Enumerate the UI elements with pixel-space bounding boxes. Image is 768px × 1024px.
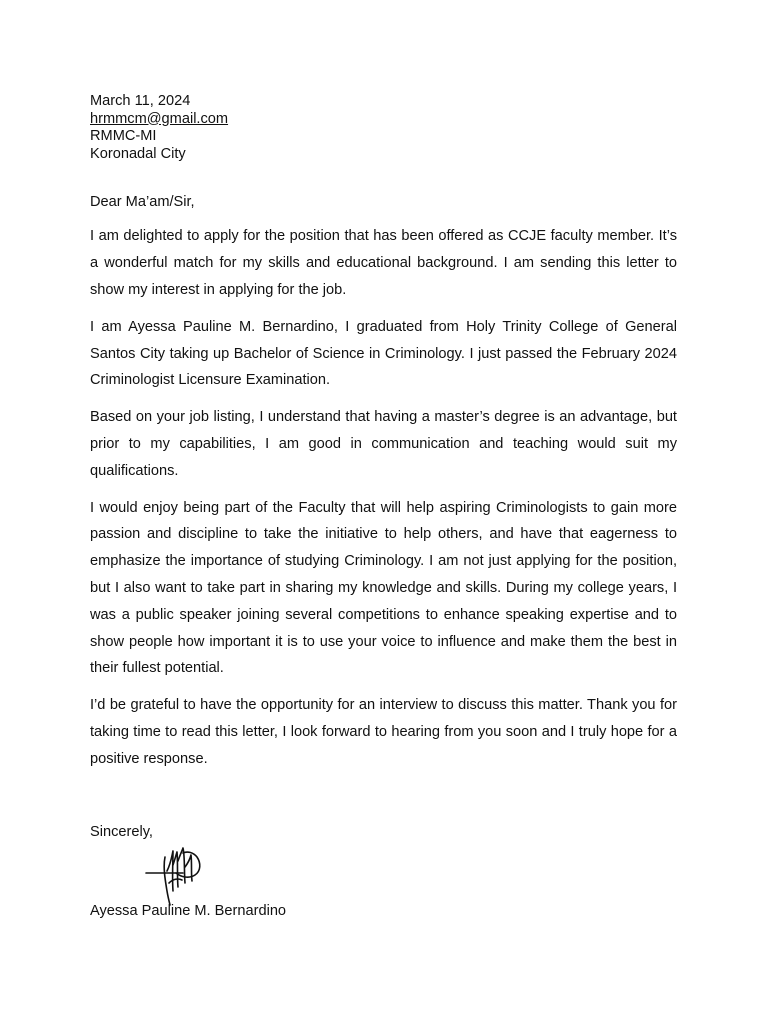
email-link[interactable]: hrmmcm@gmail.com	[90, 110, 229, 127]
letter-date: March 11, 2024	[90, 93, 191, 109]
paragraph-closing-remarks: I’d be grateful to have the opportunity for an interview to discuss this matter. Thank you for taking time to read this letter, I look forward to hearing from you soon and I truly hope for a positive response.	[90, 697, 677, 767]
sender-address-block	[90, 93, 677, 163]
paragraph-background: I am Ayessa Pauline M. Bernardino, I graduated from Holy Trinity College of General Santos City taking up Bachelor of Science in Criminology. I just passed the February 2024 Criminologist Licensure Examination.	[90, 318, 677, 389]
city-line: Koronadal City	[90, 145, 186, 162]
organization-line: RMMC-MI	[90, 128, 157, 145]
letter-body	[90, 93, 677, 841]
paragraph-intro: I am delighted to apply for the position that has been offered as CCJE faculty member. It’s a wonderful match for my skills and educational background. I am sending this letter to show my interest in applying for the job.	[90, 228, 677, 298]
closing: Sincerely,	[90, 823, 153, 840]
signer-name: Ayessa Pauline M. Bernardino	[90, 903, 287, 919]
handwritten-signature	[145, 843, 207, 907]
salutation: Dear Ma’am/Sir,	[90, 194, 195, 211]
paragraph-qualifications: Based on your job listing, I understand that having a master’s degree is an advantage, but prior to my capabilities, I am good in communication and teaching would suit my qualifications.	[90, 409, 677, 479]
paragraph-motivation: I would enjoy being part of the Faculty that will help aspiring Criminologists to gain more passion and discipline to take the initiative to help others, and have that eagerness to emphasize the importance of studying Criminology. I am not just applying for the position, but I also want to take part in sharing my knowledge and skills. During my college years, I was a public speaker joining several competitions to enhance speaking expertise and to show people how important it is to use your voice to influence and make them the best in their fullest potential.	[90, 499, 677, 677]
